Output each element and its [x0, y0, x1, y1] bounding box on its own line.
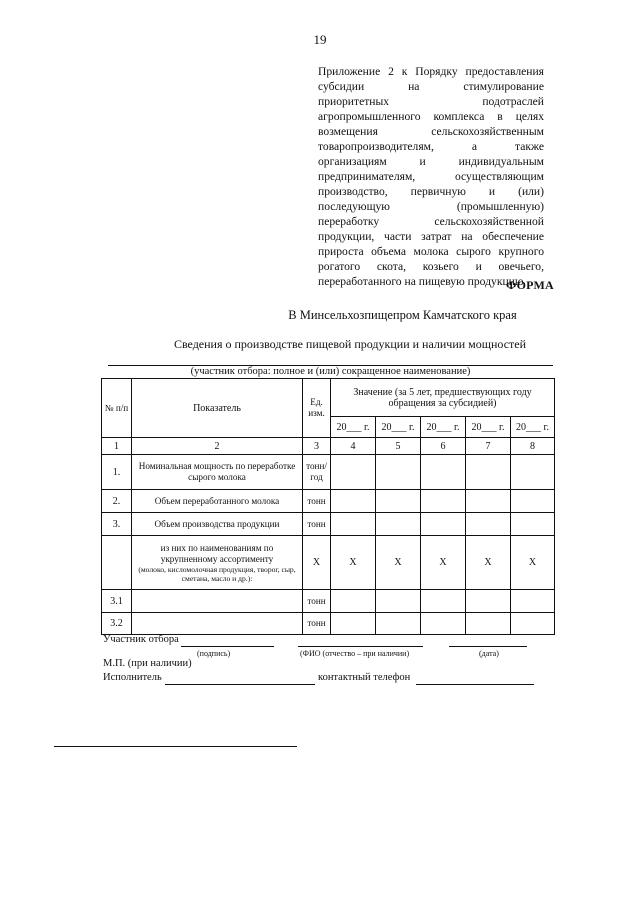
table-row — [102, 613, 555, 635]
participant-label: Участник отбора — [103, 634, 179, 645]
column-number: 5 — [376, 438, 421, 455]
annex-line: продукции, части затрат на обеспечение — [318, 230, 544, 243]
column-number: 4 — [331, 438, 376, 455]
annex-text — [318, 64, 544, 289]
annex-line: Приложение 2 к Порядку предоставления — [318, 65, 544, 78]
annex-line: приоритетных подотраслей — [318, 95, 544, 108]
participant-caption: (участник отбора: полное и (или) сокращенное наименование) — [190, 366, 471, 377]
phone-label: контактный телефон — [318, 672, 411, 683]
table-header-row — [102, 379, 555, 417]
document-title: Сведения о производстве пищевой продукции и наличии мощностей — [173, 337, 527, 351]
column-number: 2 — [132, 438, 303, 455]
row-num: 3.1 — [102, 590, 132, 613]
value-cell[interactable] — [511, 590, 555, 613]
annex-line: переработку сельскохозяйственной — [318, 215, 544, 228]
value-cell[interactable] — [376, 455, 421, 490]
phone-line[interactable] — [416, 684, 534, 685]
column-number: 1 — [102, 438, 132, 455]
row-indicator[interactable] — [132, 590, 303, 613]
value-cell[interactable] — [331, 490, 376, 513]
row-unit: тонн/ год — [303, 455, 331, 490]
annex-line: агропромышленного комплекса в целях — [318, 110, 544, 123]
date-line[interactable] — [449, 646, 527, 647]
end-rule — [54, 746, 297, 747]
header-indicator: Показатель — [132, 379, 303, 438]
breakdown-mark: Х — [331, 536, 376, 590]
value-cell[interactable] — [421, 613, 466, 635]
annex-line: рогатого скота, козьего и овечьего, — [318, 260, 544, 273]
value-cell[interactable] — [421, 455, 466, 490]
breakdown-mark: Х — [376, 536, 421, 590]
signature-caption: (подпись) — [197, 649, 231, 658]
row-unit: тонн — [303, 613, 331, 635]
value-cell[interactable] — [376, 613, 421, 635]
annex-line: товаропроизводителям, а также — [318, 140, 544, 153]
breakdown-indicator — [132, 536, 303, 590]
annex-line: организациям и индивидуальным — [318, 155, 544, 168]
breakdown-mark: Х — [421, 536, 466, 590]
column-number-row — [102, 438, 555, 455]
value-cell[interactable] — [331, 455, 376, 490]
annex-line: возмещения сельскохозяйственным — [318, 125, 544, 138]
breakdown-mark: Х — [511, 536, 555, 590]
data-table — [101, 378, 555, 635]
row-num: 1. — [102, 455, 132, 490]
table-row — [102, 490, 555, 513]
breakdown-mark: Х — [466, 536, 511, 590]
value-cell[interactable] — [331, 613, 376, 635]
row-unit: тонн — [303, 590, 331, 613]
table-row — [102, 590, 555, 613]
page-number: 19 — [313, 32, 327, 47]
annex-line: переработанного на пищевую продукцию — [318, 275, 524, 288]
value-cell[interactable] — [466, 590, 511, 613]
breakdown-row — [102, 536, 555, 590]
value-cell[interactable] — [331, 590, 376, 613]
annex-line: предпринимателям, осуществляющим — [318, 170, 544, 183]
seal-label: М.П. (при наличии) — [103, 658, 192, 669]
column-number: 8 — [511, 438, 555, 455]
annex-line: последующую (промышленную) — [318, 200, 544, 213]
executor-label: Исполнитель — [103, 672, 162, 683]
value-cell[interactable] — [511, 455, 555, 490]
value-cell[interactable] — [421, 590, 466, 613]
row-num: 3.2 — [102, 613, 132, 635]
row-num: 2. — [102, 490, 132, 513]
executor-line[interactable] — [165, 684, 315, 685]
column-number: 7 — [466, 438, 511, 455]
year-cell[interactable]: 20___ г. — [376, 417, 421, 438]
row-indicator[interactable] — [132, 613, 303, 635]
value-cell[interactable] — [376, 490, 421, 513]
year-cell[interactable]: 20___ г. — [421, 417, 466, 438]
annex-line: производство, первичную и (или) — [318, 185, 544, 198]
row-num: 3. — [102, 513, 132, 536]
column-number: 3 — [303, 438, 331, 455]
row-unit: тонн — [303, 490, 331, 513]
header-value: Значение (за 5 лет, предшествующих году обращения за субсидией) — [331, 379, 555, 417]
year-cell[interactable]: 20___ г. — [466, 417, 511, 438]
row-indicator: Объем производства продукции — [132, 513, 303, 536]
table-row — [102, 455, 555, 490]
row-num — [102, 536, 132, 590]
column-number: 6 — [421, 438, 466, 455]
row-indicator: Объем переработанного молока — [132, 490, 303, 513]
value-cell[interactable] — [511, 513, 555, 536]
date-caption: (дата) — [479, 649, 499, 658]
value-cell[interactable] — [376, 513, 421, 536]
annex-line: субсидии на стимулирование — [318, 80, 544, 93]
addressee: В Минсельхозпищепром Камчатского края — [288, 308, 517, 322]
value-cell[interactable] — [466, 490, 511, 513]
annex-line: прироста объема молока сырого крупного — [318, 245, 544, 258]
breakdown-text: из них по наименованиям по укрупненному ассортименту — [160, 542, 274, 564]
value-cell[interactable] — [421, 490, 466, 513]
year-cell[interactable]: 20___ г. — [511, 417, 555, 438]
value-cell[interactable] — [421, 513, 466, 536]
form-label: ФОРМА — [506, 278, 554, 292]
value-cell[interactable] — [466, 613, 511, 635]
breakdown-mark: Х — [303, 536, 331, 590]
value-cell[interactable] — [376, 590, 421, 613]
row-unit: тонн — [303, 513, 331, 536]
value-cell[interactable] — [331, 513, 376, 536]
value-cell[interactable] — [511, 490, 555, 513]
year-cell[interactable]: 20___ г. — [331, 417, 376, 438]
signature-line[interactable] — [181, 646, 274, 647]
breakdown-note: (молоко, кисломолочная продукция, творог, сыр, сметана, масло и др.): — [138, 564, 296, 583]
value-cell[interactable] — [466, 513, 511, 536]
value-cell[interactable] — [511, 613, 555, 635]
name-line[interactable] — [298, 646, 423, 647]
value-cell[interactable] — [466, 455, 511, 490]
header-num: № п/п — [102, 379, 132, 438]
row-indicator: Номинальная мощность по переработке сырого молока — [132, 455, 303, 490]
table-row — [102, 513, 555, 536]
header-unit: Ед. изм. — [303, 379, 331, 438]
name-caption: (ФИО (отчество – при наличии) — [300, 649, 410, 658]
